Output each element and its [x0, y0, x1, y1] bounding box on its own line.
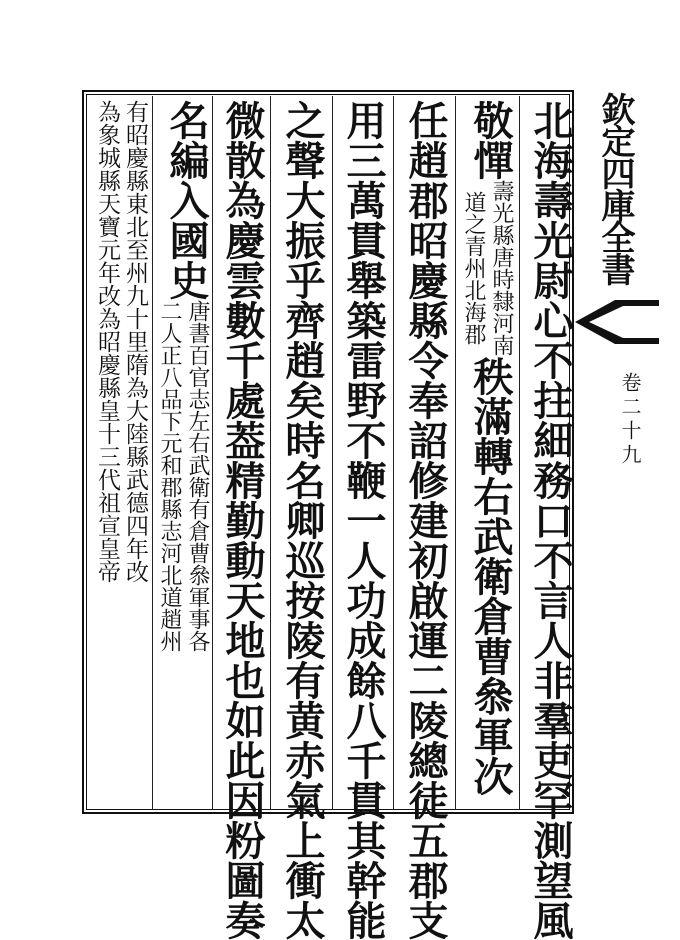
annotation-line: 為象城縣天寶元年改為昭慶縣皇十三代祖宣皇帝 [94, 100, 120, 583]
column-text: 敬憚 [467, 100, 514, 180]
annotation-line: 二人正八品下元和郡縣志河北道趙州 [157, 300, 182, 652]
annotation-note [156, 300, 212, 652]
annotation-line: 唐書百官志左右武衛有倉曹叅軍事各 [185, 300, 210, 652]
column-text: 之聲大振乎齊趙矣時名卿巡按陵有黄赤氣上衝太 [279, 100, 326, 940]
text-column-7 [156, 100, 212, 652]
column-rule [332, 96, 333, 810]
text-column-1 [524, 100, 572, 940]
column-text: 微散為慶雲數千處葢精勤動天地也如此因粉圖奏 [219, 100, 266, 940]
annotation-line: 道之青州北海郡 [461, 191, 486, 345]
annotation-note [92, 100, 152, 583]
text-column-3 [399, 100, 447, 940]
column-rule [152, 96, 153, 810]
annotation-line: 有昭慶縣東北至州九十里隋為大陸縣武德四年改 [122, 100, 148, 583]
annotation-line: 壽光縣唐時隸河南 [489, 180, 514, 356]
book-title: 欽定四庫全書 [595, 92, 635, 284]
column-rule [519, 96, 520, 810]
text-column-5 [276, 100, 324, 940]
column-rule [212, 96, 213, 810]
text-column-2 [460, 100, 516, 796]
text-column-4 [337, 100, 385, 940]
column-text: 用三萬貫舉築雷野不鞭一人功成餘八千貫其幹能 [340, 100, 387, 940]
column-rule [393, 96, 394, 810]
column-rule [270, 96, 271, 810]
column-text: 北海壽光尉心不拄細務口不言人非羣吏罕測望風 [527, 100, 574, 940]
column-text: 秩滿轉右武衛倉曹叅軍次 [467, 356, 514, 796]
column-rule [455, 96, 456, 810]
volume-label: 卷二十九 [618, 372, 642, 468]
column-text: 名編入國史 [163, 100, 210, 300]
text-column-6 [216, 100, 264, 940]
text-column-8 [92, 100, 152, 583]
annotation-note [460, 180, 516, 356]
fish-tail-mark-icon [575, 292, 659, 352]
column-text: 任趙郡昭慶縣令奉詔修建初啟運二陵總徒五郡支 [402, 100, 449, 940]
